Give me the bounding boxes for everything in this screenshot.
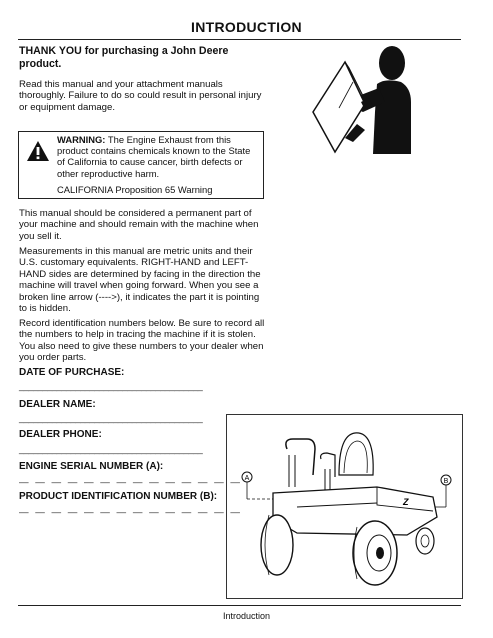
dealer-name-label: DEALER NAME: bbox=[19, 399, 96, 410]
measurements-paragraph: Measurements in this manual are metric units and their U.S. customary equivalents. RIGHT-HAND and LEFT-HAND sides are determined by facing in the direction the machine will travel when going forward. When you see a broken line arrow (---->), it indicates the part it is pointing to is hidden. bbox=[19, 246, 261, 315]
dealer-phone-label: DEALER PHONE: bbox=[19, 429, 102, 440]
warning-text: The Engine Exhaust from this product contains chemicals known to the State of California to cause cancer, birth defects or other reproductive harm. bbox=[57, 134, 251, 179]
callout-a: A bbox=[244, 475, 250, 482]
warning-box bbox=[18, 131, 264, 199]
thank-you-heading: THANK YOU for purchasing a John Deere product. bbox=[19, 45, 229, 70]
intro-paragraph: Read this manual and your attachment manuals thoroughly. Failure to do so could result in personal injury or equipment damage. bbox=[19, 79, 262, 113]
date-of-purchase-label: DATE OF PURCHASE: bbox=[19, 367, 125, 378]
proposition-label: CALIFORNIA Proposition 65 Warning bbox=[57, 183, 213, 195]
page-title: INTRODUCTION bbox=[191, 19, 302, 35]
dealer-phone-line: _______________________________________ bbox=[19, 444, 203, 454]
record-numbers-paragraph: Record identification numbers below. Be sure to record all the numbers to help in tracing the machine if it is stolen. You also need to give these numbers to your dealer when you order parts. bbox=[19, 318, 265, 364]
bottom-rule bbox=[18, 605, 461, 606]
page-footer: Introduction bbox=[222, 611, 271, 621]
product-id-line: — — — — — — — — — — — — — — bbox=[19, 507, 242, 518]
engine-serial-label: ENGINE SERIAL NUMBER (A): bbox=[19, 461, 164, 472]
product-id-label: PRODUCT IDENTIFICATION NUMBER (B): bbox=[19, 491, 218, 502]
warning-label: WARNING: bbox=[57, 134, 106, 145]
warning-triangle-icon bbox=[26, 140, 50, 162]
top-rule bbox=[18, 39, 461, 40]
mower-figure bbox=[226, 414, 463, 599]
zero-turn-mower-illustration bbox=[227, 415, 462, 598]
person-reading-manual-illustration bbox=[305, 42, 420, 156]
engine-serial-line: — — — — — — — — — — — — — — bbox=[19, 477, 242, 488]
callout-b: B bbox=[443, 478, 449, 485]
svg-text:Z: Z bbox=[403, 497, 409, 507]
date-of-purchase-line: _______________________________________ bbox=[19, 381, 203, 391]
dealer-name-line: _______________________________________ bbox=[19, 413, 203, 423]
permanent-part-paragraph: This manual should be considered a permanent part of your machine and should remain with the machine when you sell it. bbox=[19, 208, 259, 242]
